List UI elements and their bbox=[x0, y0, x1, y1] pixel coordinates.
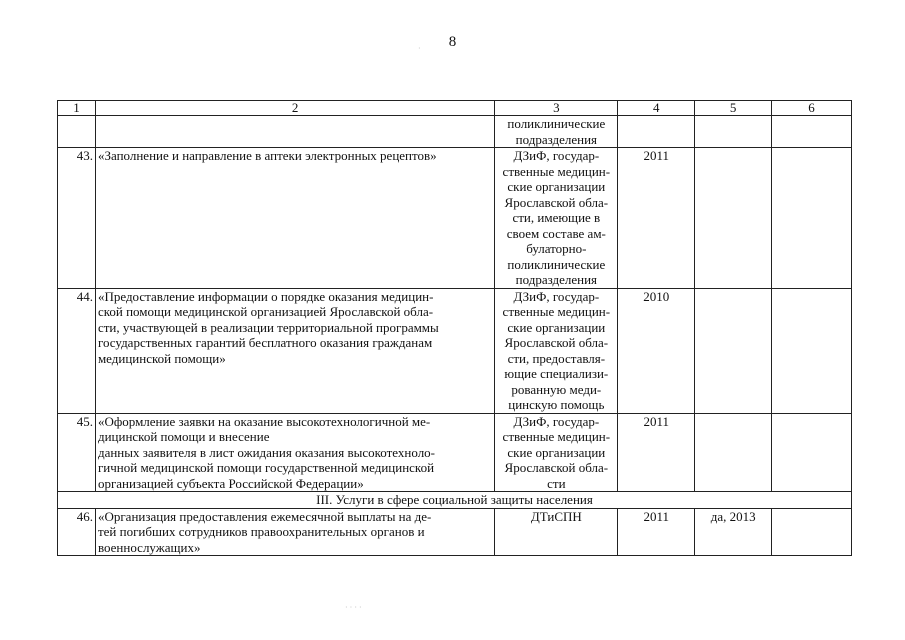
executor-cell bbox=[495, 148, 618, 289]
row-number: 44. bbox=[58, 288, 96, 413]
header-row bbox=[58, 101, 852, 116]
executor-line: поликлинические bbox=[507, 256, 606, 272]
page-number: 8 bbox=[448, 34, 457, 50]
desc-cell bbox=[95, 116, 494, 148]
executor-line: Ярославской обла- bbox=[504, 335, 609, 350]
description-line: ской помощи медицинской организацией Ярославской обла- bbox=[97, 304, 434, 319]
col5-cell bbox=[695, 413, 772, 492]
section-row bbox=[58, 492, 852, 509]
executor-line: ственные медицин- bbox=[502, 429, 611, 444]
executor-line: ские организации bbox=[507, 179, 606, 194]
service-description bbox=[95, 508, 494, 556]
year-cell: 2011 bbox=[618, 148, 695, 289]
service-description bbox=[95, 413, 494, 492]
year-cell bbox=[618, 116, 695, 148]
executor-line: ДЗиФ, государ- bbox=[513, 148, 600, 163]
section-title: III. Услуги в сфере социальной защиты населения bbox=[58, 492, 852, 509]
col6-cell bbox=[772, 413, 852, 492]
description-line: организацией субъекта Российской Федерации» bbox=[97, 475, 364, 491]
table-row bbox=[58, 288, 852, 413]
row-number: 46. bbox=[58, 508, 96, 556]
table-row bbox=[58, 508, 852, 556]
continuation-row bbox=[58, 116, 852, 148]
executor-line: ющие специализи- bbox=[504, 366, 609, 381]
description-line: «Оформление заявки на оказание высокотехнологичной ме- bbox=[97, 413, 431, 429]
executor-line: подразделения bbox=[515, 131, 598, 147]
header-cell: 3 bbox=[495, 101, 618, 116]
description-line: военнослужащих» bbox=[97, 539, 201, 555]
description-line: «Предоставление информации о порядке оказания медицин- bbox=[97, 288, 434, 304]
col5-cell: да, 2013 bbox=[695, 508, 772, 556]
description-line: государственных гарантий бесплатного оказания гражданам bbox=[97, 335, 433, 350]
executor-line: ДЗиФ, государ- bbox=[513, 413, 600, 429]
row-number: 43. bbox=[58, 148, 96, 289]
col6-cell bbox=[772, 148, 852, 289]
executor-line: ские организации bbox=[507, 319, 606, 335]
header-cell: 5 bbox=[695, 101, 772, 116]
executor-line: сти bbox=[547, 475, 566, 491]
executor-line: ские организации bbox=[507, 444, 606, 460]
year-cell: 2010 bbox=[618, 288, 695, 413]
executor-cell bbox=[495, 288, 618, 413]
description-line: медицинской помощи» bbox=[97, 350, 226, 366]
executor-line: ДЗиФ, государ- bbox=[513, 288, 600, 304]
executor-line: рованную меди- bbox=[511, 381, 602, 397]
description-line: тей погибших сотрудников правоохранительных органов и bbox=[97, 524, 425, 539]
executor-line: своем составе ам- bbox=[506, 225, 606, 241]
executor-line: цинскую помощь bbox=[508, 397, 605, 412]
header-cell: 1 bbox=[58, 101, 96, 116]
executor-line: поликлинические bbox=[507, 116, 606, 131]
description-line: дицинской помощи и внесение bbox=[97, 429, 270, 444]
executor-line: сти, имеющие в bbox=[512, 210, 601, 225]
col5-cell bbox=[695, 288, 772, 413]
executor-line: ДТиСПН bbox=[530, 508, 582, 524]
scan-speck: · bbox=[418, 44, 421, 53]
description-line: данных заявителя в лист ожидания оказания высокотехноло- bbox=[97, 444, 436, 460]
services-table bbox=[57, 100, 852, 556]
header-cell: 2 bbox=[95, 101, 494, 116]
executor-cell bbox=[495, 508, 618, 556]
description-line: гичной медицинской помощи государственной медицинской bbox=[97, 460, 435, 475]
header-cell: 6 bbox=[772, 101, 852, 116]
executor-line: ственные медицин- bbox=[502, 163, 611, 179]
executor-line: Ярославской обла- bbox=[504, 194, 609, 210]
executor-line: ственные медицин- bbox=[502, 304, 611, 319]
description-line: сти, участвующей в реализации территориальной программы bbox=[97, 319, 439, 335]
service-description bbox=[95, 148, 494, 289]
description-line: «Организация предоставления ежемесячной выплаты на де- bbox=[97, 508, 432, 524]
description-line: «Заполнение и направление в аптеки электронных рецептов» bbox=[97, 148, 437, 163]
year-cell: 2011 bbox=[618, 508, 695, 556]
header-cell: 4 bbox=[618, 101, 695, 116]
col6-cell bbox=[772, 288, 852, 413]
table-row bbox=[58, 148, 852, 289]
row-number: 45. bbox=[58, 413, 96, 492]
scan-speck: · · · · bbox=[345, 603, 362, 612]
col6-cell bbox=[772, 508, 852, 556]
executor-line: сти, предоставля- bbox=[507, 350, 606, 366]
col5-cell bbox=[695, 116, 772, 148]
executor-cell bbox=[495, 413, 618, 492]
table-row bbox=[58, 413, 852, 492]
executor-line: подразделения bbox=[515, 272, 598, 287]
col5-cell bbox=[695, 148, 772, 289]
year-cell: 2011 bbox=[618, 413, 695, 492]
executor-cell bbox=[495, 116, 618, 148]
service-description bbox=[95, 288, 494, 413]
executor-line: булаторно- bbox=[526, 241, 587, 256]
col6-cell bbox=[772, 116, 852, 148]
executor-line: Ярославской обла- bbox=[504, 460, 609, 475]
num-cell bbox=[58, 116, 96, 148]
